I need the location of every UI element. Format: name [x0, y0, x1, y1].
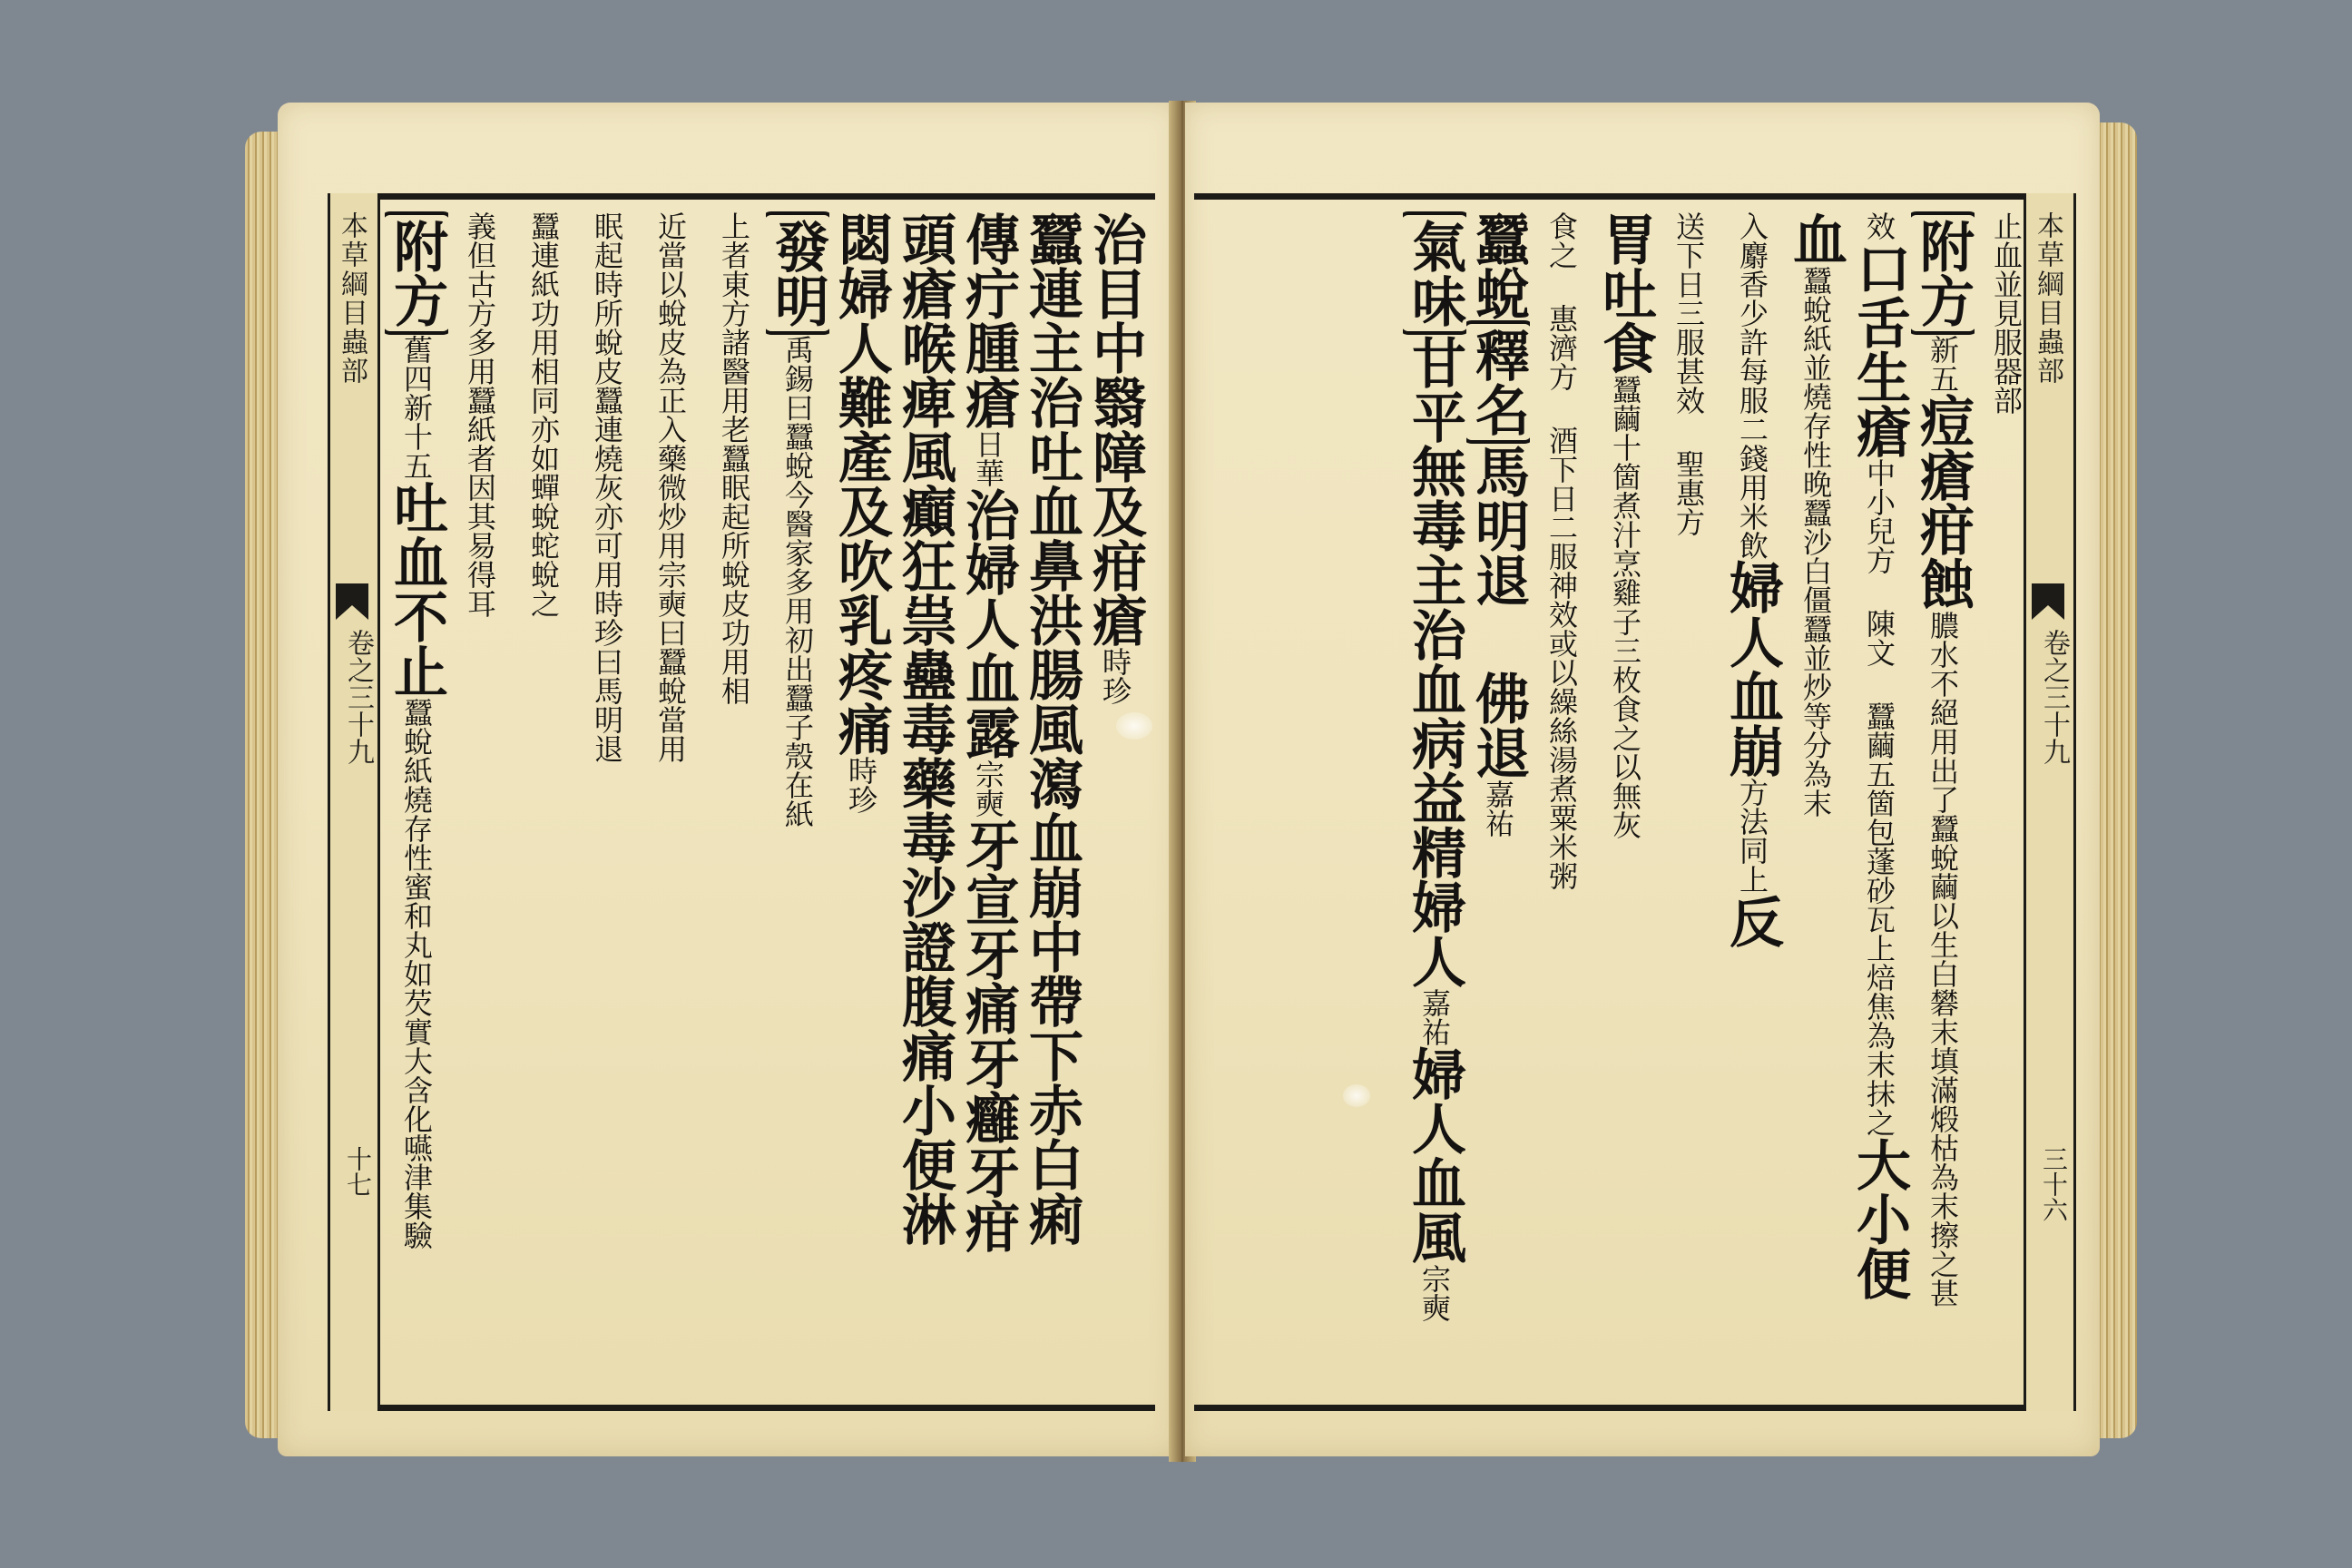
text-column: 附方新五痘瘡疳蝕膿水不絕用出了蠶蛻繭以生白礬末填滿煅枯為末擦之甚: [1911, 211, 1975, 1391]
section-heading-qiwei: 氣味: [1403, 211, 1466, 335]
text-column: 治目中翳障及疳瘡時珍: [1083, 211, 1147, 705]
text-column: 近當以蛻皮為正入藥微炒用宗奭曰蠶蛻當用: [653, 211, 688, 763]
open-book: [245, 95, 2137, 1475]
section-heading-fufang: 附方: [1911, 211, 1975, 335]
left-banxin: [328, 193, 380, 1411]
text-column: 蠶蛻釋名馬明退 佛退嘉祐: [1466, 211, 1530, 1391]
text-column: 血蠶蛻紙並燒存性晚蠶沙白僵蠶並炒等分為末: [1784, 211, 1847, 818]
text-column: 眠起時所蛻皮蠶連燒灰亦可用時珍曰馬明退: [590, 211, 624, 763]
left-banxin-folio: 十七: [343, 1146, 373, 1197]
left-banxin-volume: 卷之三十九: [342, 629, 374, 765]
text-column: 食之 惠濟方 酒下日二服神效或以繰絲湯煮粟米粥: [1544, 211, 1579, 890]
text-column: 義但古方多用蠶紙者因其易得耳: [463, 211, 497, 618]
right-banxin-volume: 卷之三十九: [2038, 629, 2070, 765]
right-banxin-title: 本草綱目蟲部: [2032, 211, 2063, 386]
section-heading-faming: 發明: [766, 211, 829, 335]
text-column: 頭瘡喉痺風癲狂祟蠱毒藥毒沙證腹痛小便淋: [893, 211, 956, 1246]
right-page-edges: [2096, 122, 2137, 1438]
right-banxin-folio: 三十六: [2039, 1146, 2069, 1222]
left-page-edges: [245, 132, 281, 1438]
text-column: 入麝香少許每服二錢用米飲婦人血崩方法同上反: [1720, 211, 1784, 948]
text-column: 送下日三服甚效 聖惠方: [1671, 211, 1706, 536]
text-column: 傳疔腫瘡日華治婦人血露宗奭牙宣牙痛牙癰牙疳: [956, 211, 1020, 1253]
fish-tail-mark: [336, 583, 368, 620]
text-column: 閟婦人難產及吹乳疼痛時珍: [829, 211, 893, 814]
section-heading-fufang: 附方: [385, 211, 448, 335]
left-page: [278, 103, 1178, 1456]
text-column: 蠶連主治吐血鼻洪腸風瀉血崩中帶下赤白痢: [1020, 211, 1083, 1246]
text-column: 上者東方諸醫用老蠶眠起所蛻皮功用相: [717, 211, 751, 705]
text-column: 胃吐食蠶繭十箇煮汁烹雞子三枚食之以無灰: [1593, 211, 1657, 839]
text-column: 止血並見服器部: [1989, 211, 2024, 415]
left-text-columns: [385, 211, 1147, 1391]
left-banxin-title: 本草綱目蟲部: [336, 211, 368, 386]
paper-blemish: [1343, 1084, 1370, 1107]
text-column: 蠶連紙功用相同亦如蟬蛻蛇蛻之: [526, 211, 561, 618]
right-page: [1185, 103, 2100, 1456]
section-heading-shiming: 釋名: [1466, 320, 1530, 444]
text-column: 效口舌生瘡中小兒方 陳文 蠶繭五箇包蓬砂瓦上焙焦為末抹之大小便: [1847, 211, 1911, 1300]
paper-blemish: [1116, 712, 1152, 740]
text-column: 氣味甘平無毒主治血病益精婦人嘉祐婦人血風宗奭: [1403, 211, 1466, 1391]
text-column: 附方舊四新十五吐血不止蠶蛻紙燒存性蜜和丸如芡實大含化嚥津集驗: [385, 211, 448, 1391]
right-text-columns: [1203, 211, 2038, 1391]
text-column: 發明禹錫曰蠶蛻今醫家多用初出蠶子殼在紙: [766, 211, 829, 1391]
